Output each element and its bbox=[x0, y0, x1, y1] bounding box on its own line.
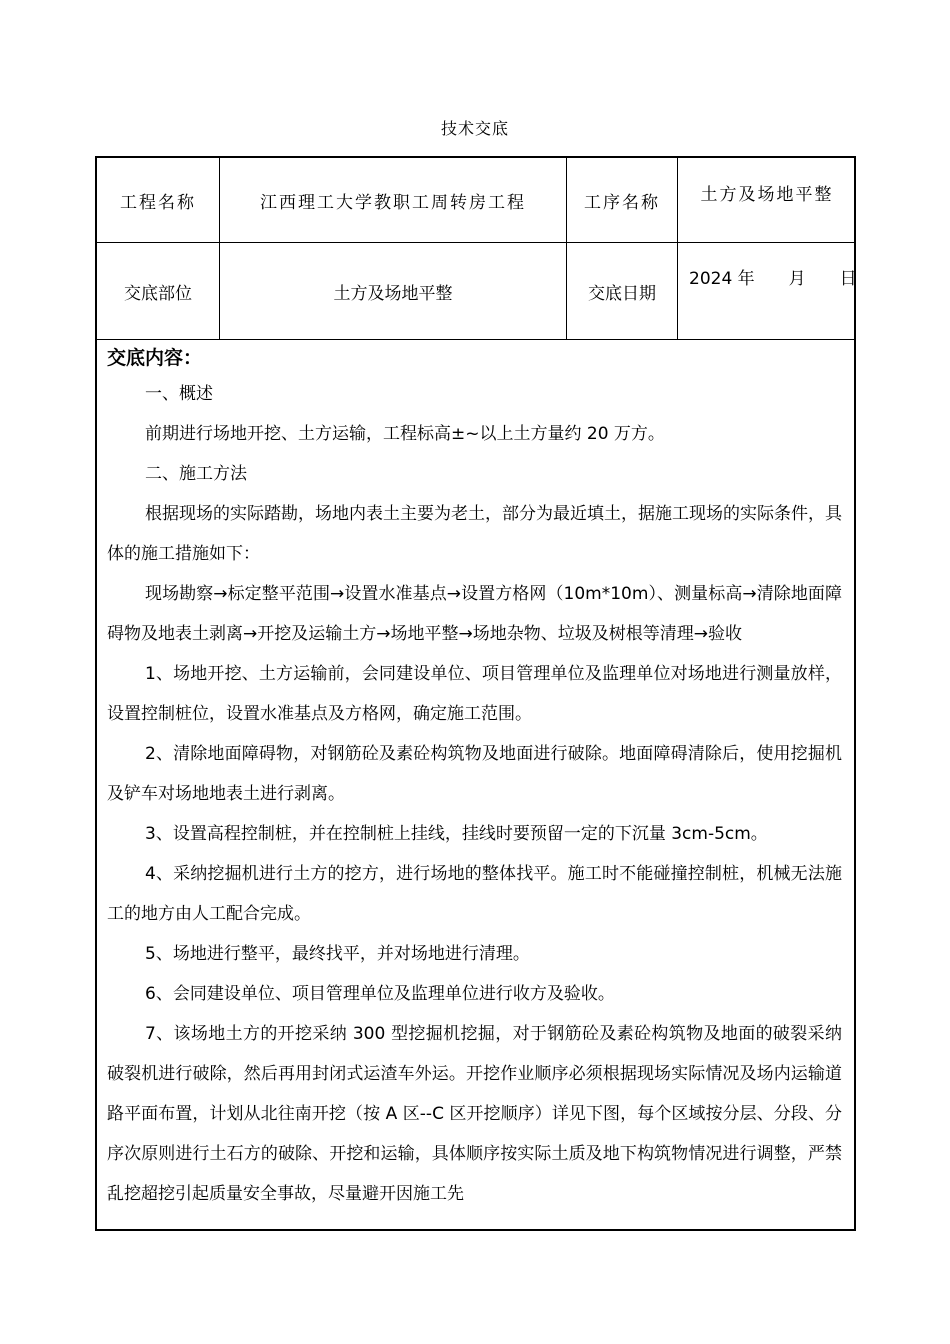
disclosure-date-label: 交底日期 bbox=[588, 283, 656, 304]
step-2: 2、清除地面障碍物，对钢筋砼及素砼构筑物及地面进行破除。地面障碍清除后，使用挖掘机及铲车对场地地表土进行剥离。 bbox=[107, 744, 842, 804]
content-heading: 交底内容： bbox=[107, 347, 203, 369]
step-1: 1、场地开挖、土方运输前，会同建设单位、项目管理单位及监理单位对场地进行测量放样，设置控制桩位，设置水准基点及方格网，确定施工范围。 bbox=[107, 664, 842, 724]
disclosure-content bbox=[107, 342, 842, 1214]
document-title: 技术交底 bbox=[440, 119, 509, 138]
step-3: 3、设置高程控制桩，并在控制桩上挂线，挂线时要预留一定的下沉量 3cm-5cm。 bbox=[145, 824, 768, 844]
disclosure-form bbox=[95, 156, 856, 1231]
method-intro: 根据现场的实际踏勘，场地内表土主要为老土，部分为最近填土，据施工现场的实际条件，具体的施工措施如下： bbox=[107, 504, 842, 564]
step-6: 6、会同建设单位、项目管理单位及监理单位进行收方及验收。 bbox=[145, 984, 615, 1004]
step-5: 5、场地进行整平，最终找平，并对场地进行清理。 bbox=[145, 944, 530, 964]
disclosure-part-value: 土方及场地平整 bbox=[333, 283, 453, 304]
row-divider-2 bbox=[97, 339, 854, 340]
disclosure-part-label: 交底部位 bbox=[124, 283, 192, 304]
process-flow: 现场勘察→标定整平范围→设置水准基点→设置方格网（10m*10m）、测量标高→清除地面障碍物及地表土剥离→开挖及运输土方→场地平整→场地杂物、垃圾及树根等清理→验收 bbox=[107, 584, 842, 644]
overview-text: 前期进行场地开挖、土方运输，工程标高±~以上土方量约 20 万方。 bbox=[145, 424, 665, 444]
disclosure-date-value: 2024 年 月 日 bbox=[689, 268, 857, 289]
process-name-label: 工序名称 bbox=[584, 192, 660, 213]
project-name-value: 江西理工大学教职工周转房工程 bbox=[260, 192, 526, 213]
project-name-label: 工程名称 bbox=[120, 192, 196, 213]
step-7: 7、该场地土方的开挖采纳 300 型挖掘机挖掘，对于钢筋砼及素砼构筑物及地面的破裂采纳破裂机进行破除，然后再用封闭式运渣车外运。开挖作业顺序必须根据现场实际情况及场内运输道路平面布置，计划从北往南开挖（按 A 区--C 区开挖顺序）详见下图，每个区域按分层、分段、分序次原则进行土石方的破除、开挖和运输，具体顺序按实际土质及地下构筑物情况进行调整，严禁乱挖超挖引起质量安全事故，尽量避开因施工先 bbox=[107, 1024, 842, 1204]
section-overview-title: 一、概述 bbox=[145, 384, 213, 404]
process-name-value: 土方及场地平整 bbox=[700, 184, 834, 205]
section-method-title: 二、施工方法 bbox=[145, 464, 247, 484]
step-4: 4、采纳挖掘机进行土方的挖方，进行场地的整体找平。施工时不能碰撞控制桩，机械无法施工的地方由人工配合完成。 bbox=[107, 864, 842, 924]
